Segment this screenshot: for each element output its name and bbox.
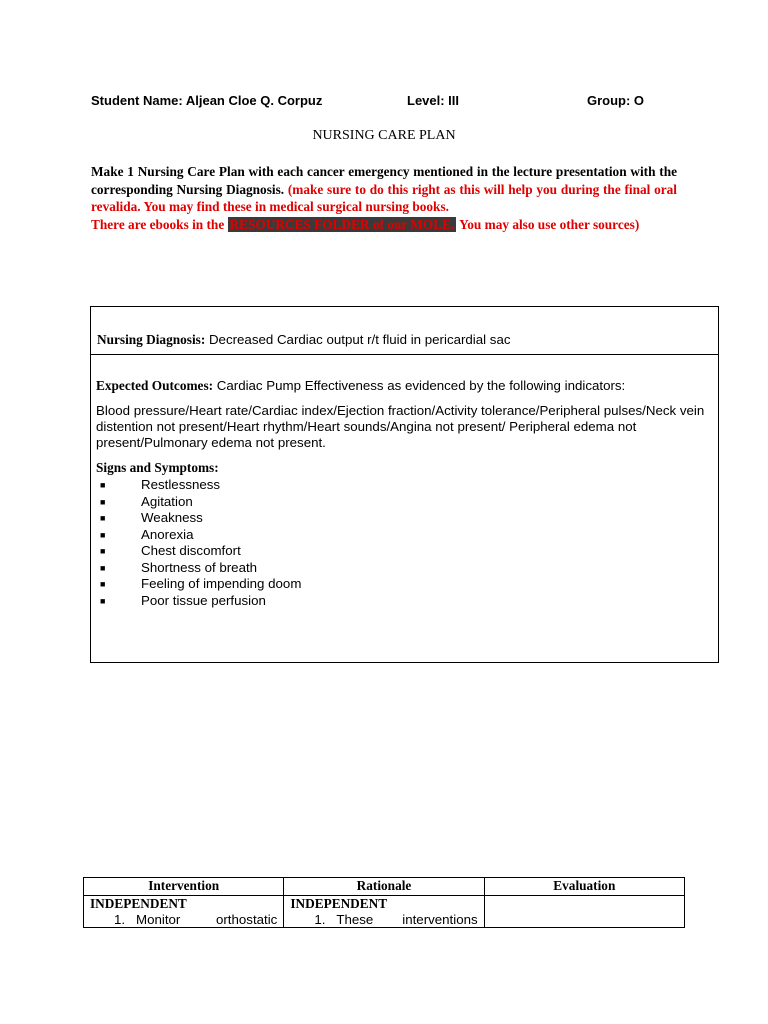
- list-item: ■ Agitation: [100, 493, 193, 509]
- diagnosis-row: [91, 307, 718, 355]
- resources-folder-highlight: RESOURCES FOLDER of our MOLE.: [229, 216, 455, 232]
- bullet-icon: ■: [100, 546, 106, 556]
- list-item: ■ Shortness of breath: [100, 559, 258, 575]
- diagnosis-label: Nursing Diagnosis:: [97, 332, 206, 347]
- bullet-icon: ■: [100, 529, 106, 540]
- outcomes-text: Cardiac Pump Effectiveness as evidenced by the following indicators:: [216, 378, 626, 393]
- list-item: ■ Feeling of impending doom: [100, 576, 302, 591]
- rationale-item: 1. These interventions: [314, 912, 478, 927]
- instructions-text: Make 1 Nursing Care Plan with each cancer emergency mentioned in the lecture presentation with the corresponding Nursing Diagnosis.: [91, 164, 677, 197]
- indicators-text: Blood pressure/Heart rate/Cardiac index/Ejection fraction/Activity tolerance/Peripheral pulses/Neck vein distention not present/Heart rhythm/Heart sounds/Angina not present/ Peripheral edema not present/Pulmonary edema not present.: [96, 403, 705, 450]
- diagnosis-text: Decreased Cardiac output r/t fluid in pericardial sac: [208, 332, 511, 347]
- intervention-cell: [84, 896, 284, 928]
- student-name: Student Name: Aljean Cloe Q. Corpuz: [91, 93, 323, 108]
- bullet-icon: ■: [100, 480, 106, 490]
- outcomes-section: [96, 378, 708, 609]
- bullet-icon: ■: [100, 496, 106, 507]
- page-title: NURSING CARE PLAN: [312, 128, 456, 143]
- column-header-rationale: Rationale: [284, 878, 484, 896]
- bullet-icon: ■: [100, 595, 106, 606]
- table-row: [84, 896, 685, 928]
- evaluation-cell: [484, 896, 684, 928]
- instructions: [91, 163, 677, 233]
- list-item: ■ Anorexia: [100, 526, 194, 542]
- bullet-icon: ■: [100, 513, 106, 523]
- group: Group: O: [587, 93, 645, 108]
- list-item: ■ Restlessness: [100, 477, 221, 492]
- intervention-table: [83, 877, 685, 928]
- table-header-row: [84, 878, 685, 896]
- list-item: ■ Poor tissue perfusion: [100, 592, 266, 608]
- bullet-icon: ■: [100, 562, 106, 573]
- list-item: ■ Chest discomfort: [100, 543, 241, 558]
- level: Level: III: [407, 93, 460, 108]
- column-header-intervention: Intervention: [84, 878, 284, 896]
- rationale-cell: [284, 896, 484, 928]
- outcomes-label: Expected Outcomes:: [96, 378, 214, 393]
- student-header: [91, 93, 691, 109]
- list-item: ■ Weakness: [100, 510, 203, 525]
- intervention-item: 1. Monitor orthostatic: [114, 912, 278, 927]
- instructions-ebooks-suffix: You may also use other sources): [459, 216, 640, 232]
- signs-list: [96, 477, 708, 609]
- instructions-ebooks-prefix: There are ebooks in the: [91, 216, 225, 232]
- signs-label: Signs and Symptoms:: [96, 460, 219, 475]
- bullet-icon: ■: [100, 579, 106, 589]
- rationale-subheading: INDEPENDENT: [290, 896, 388, 911]
- column-header-evaluation: Evaluation: [484, 878, 684, 896]
- intervention-subheading: INDEPENDENT: [90, 896, 187, 911]
- instructions-note: (make sure to do this right as this will help you during the final oral revalida. You may find these in medical surgical nursing books.: [91, 181, 677, 214]
